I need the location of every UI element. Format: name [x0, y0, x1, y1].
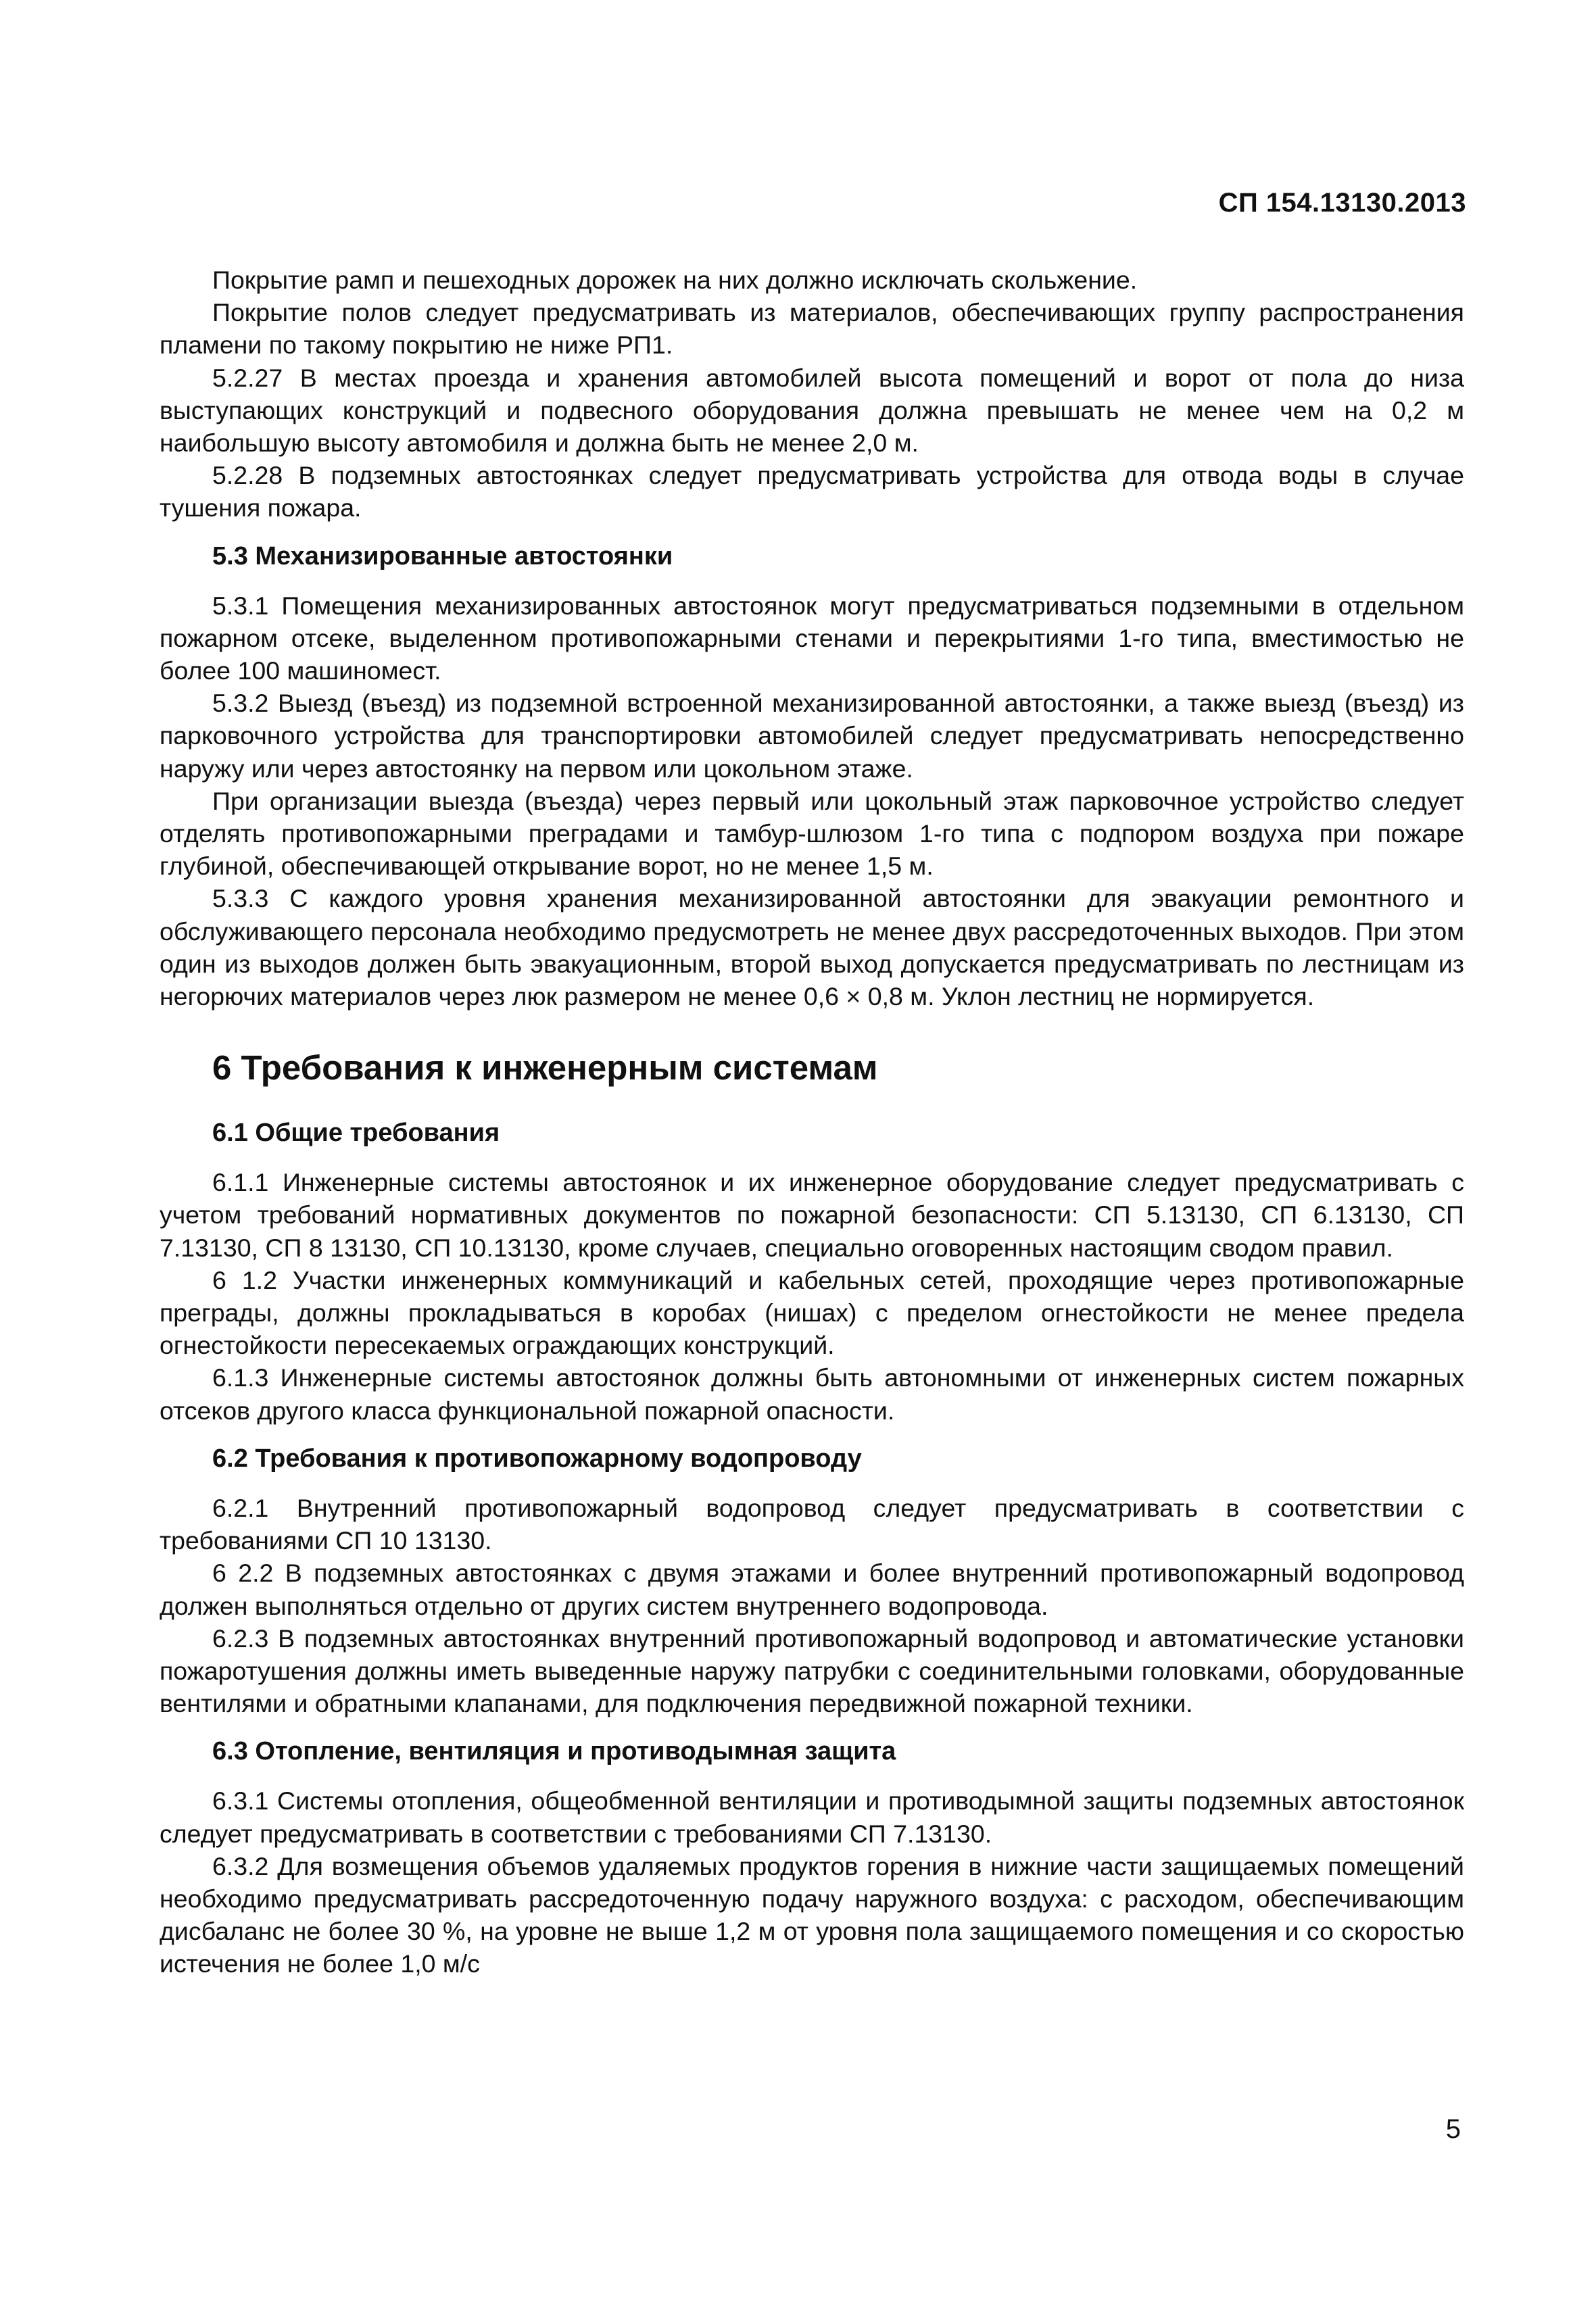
page-number: 5 [1445, 2114, 1461, 2144]
subsection-heading: 6.3 Отопление, вентиляция и противодымная защита [212, 1737, 896, 1766]
paragraph: 6.3.1 Системы отопления, общеобменной вентиляции и противодымной защиты подземных автостоянок следует предусматривать в соответствии с требованиями СП 7.13130. [160, 1786, 1464, 1848]
section-heading: 6 Требования к инженерным системам [212, 1048, 878, 1088]
paragraph: 5.3.1 Помещения механизированных автостоянок могут предусматриваться подземными в отдельном пожарном отсеке, выделенном противопожарными стенами и перекрытиями 1-го типа, вместимостью не более 100 машиномест. [160, 591, 1464, 685]
paragraph: 5.2.28 В подземных автостоянках следует предусматривать устройства для отвода воды в случае тушения пожара. [160, 461, 1464, 522]
paragraph: Покрытие рамп и пешеходных дорожек на них должно исключать скольжение. [212, 266, 1138, 294]
paragraph: 6.1.3 Инженерные системы автостоянок должны быть автономными от инженерных систем пожарных отсеков другого класса функциональной пожарной опасности. [160, 1363, 1464, 1425]
paragraph: 6 2.2 В подземных автостоянках с двумя этажами и более внутренний противопожарный водопровод должен выполняться отдельно от других систем внутреннего водопровода. [160, 1559, 1464, 1620]
subsection-heading: 6.1 Общие требования [212, 1119, 500, 1148]
document-body [160, 264, 1464, 1980]
paragraph: Покрытие полов следует предусматривать из материалов, обеспечивающих группу распространения пламени по такому покрытию не ниже РП1. [160, 298, 1464, 360]
subsection-heading: 6.2 Требования к противопожарному водопроводу [212, 1444, 862, 1473]
paragraph: 5.2.27 В местах проезда и хранения автомобилей высота помещений и ворот от пола до низа выступающих конструкций и подвесного оборудования должна превышать не менее чем на 0,2 м наибольшую высоту автомобиля и должна быть не менее 2,0 м. [160, 363, 1464, 458]
paragraph: 6.3.2 Для возмещения объемов удаляемых продуктов горения в нижние части защищаемых помещений необходимо предусматривать рассредоточенную подачу наружного воздуха: с расходом, обеспечивающим дисбаланс не более 30 %, на уровне не выше 1,2 м от уровня пола защищаемого помещения и со скоростью истечения не более 1,0 м/с [160, 1851, 1464, 1978]
paragraph: 6.2.3 В подземных автостоянках внутренний противопожарный водопровод и автоматические установки пожаротушения должны иметь выведенные наружу патрубки с соединительными головками, оборудованные вентилями и обратными клапанами, для подключения передвижной пожарной техники. [160, 1624, 1464, 1718]
subsection-heading: 5.3 Механизированные автостоянки [212, 541, 673, 570]
paragraph: 5.3.3 С каждого уровня хранения механизированной автостоянки для эвакуации ремонтного и обслуживающего персонала необходимо предусмотреть не менее двух рассредоточенных выходов. При этом один из выходов должен быть эвакуационным, второй выход допускается предусматривать по лестницам из негорючих материалов через люк размером не менее 0,6 × 0,8 м. Уклон лестниц не нормируется. [160, 884, 1464, 1011]
paragraph: 6 1.2 Участки инженерных коммуникаций и кабельных сетей, проходящие через противопожарные преграды, должны прокладываться в коробах (нишах) с пределом огнестойкости не менее предела огнестойкости пересекаемых ограждающих конструкций. [160, 1265, 1464, 1360]
paragraph: 6.1.1 Инженерные системы автостоянок и их инженерное оборудование следует предусматривать с учетом требований нормативных документов по пожарной безопасности: СП 5.13130, СП 6.13130, СП 7.13130, СП 8 13130, СП 10.13130, кроме случаев, специально оговоренных настоящим сводом правил. [160, 1168, 1464, 1262]
paragraph: При организации выезда (въезда) через первый или цокольный этаж парковочное устройство следует отделять противопожарными преградами и тамбур-шлюзом 1-го типа с подпором воздуха при пожаре глубиной, обеспечивающей открывание ворот, но не менее 1,5 м. [160, 786, 1464, 881]
document-code-header: СП 154.13130.2013 [1218, 188, 1466, 218]
paragraph: 6.2.1 Внутренний противопожарный водопровод следует предусматривать в соответствии с требованиями СП 10 13130. [160, 1493, 1464, 1555]
paragraph: 5.3.2 Выезд (въезд) из подземной встроенной механизированной автостоянки, а также выезд (въезд) из парковочного устройства для транспортировки автомобилей следует предусматривать непосредственно наружу или через автостоянку на первом или цокольном этаже. [160, 689, 1464, 783]
